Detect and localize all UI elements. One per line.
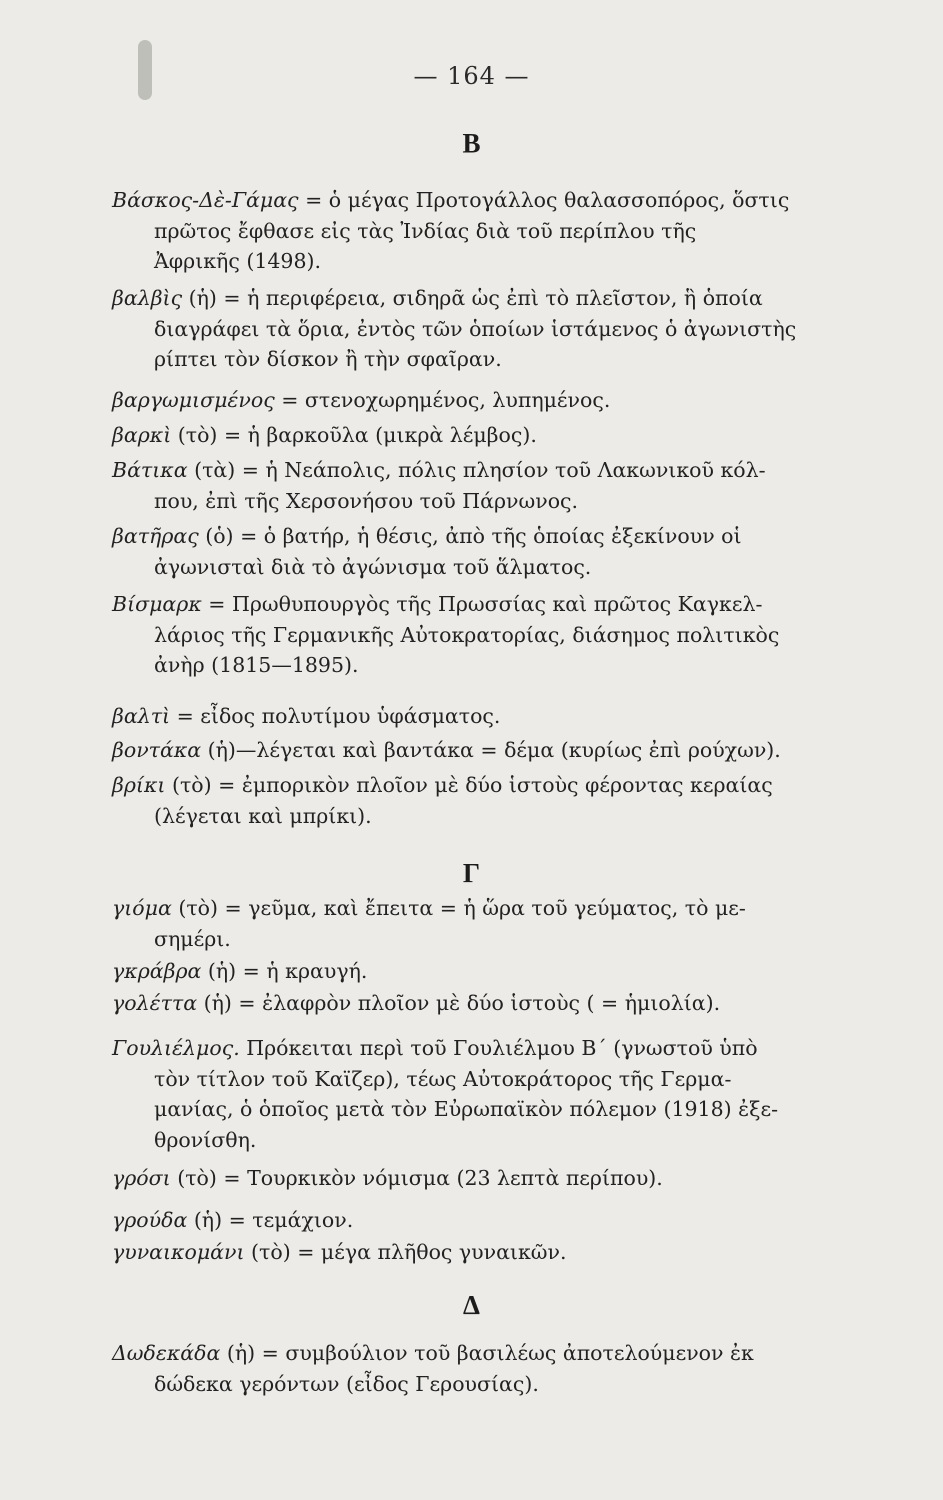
- entry-line: [112, 956, 882, 987]
- definition-text: πρῶτος ἔφθασε εἰς τὰς Ἰνδίας διὰ τοῦ περίπλου τῆς: [154, 218, 697, 243]
- entry-line: [112, 893, 882, 924]
- definition-text: (τὰ) = ἡ Νεάπολις, πόλις πλησίον τοῦ Λακωνικοῦ κόλ-: [187, 458, 766, 482]
- definition-text: (λέγεται καὶ μπρίκι).: [154, 803, 372, 828]
- definition-text: (ἡ) = τεμάχιον.: [187, 1208, 354, 1232]
- glossary-entry: [112, 893, 882, 954]
- glossary-entry: [112, 521, 882, 582]
- definition-text: ρίπτει τὸν δίσκον ἢ τὴν σφαῖραν.: [154, 347, 502, 371]
- definition-text: τὸν τίτλον τοῦ Καϊζερ), τέως Αὐτοκράτορος τῆς Γερμα-: [154, 1066, 732, 1091]
- headword: βοντάκα: [112, 738, 202, 762]
- headword: γολέττα: [112, 991, 198, 1015]
- glossary-entry: [112, 455, 882, 516]
- entry-line: [112, 385, 882, 416]
- entry-line: [112, 1237, 882, 1268]
- headword: βαργωμισμένος: [112, 388, 275, 412]
- entry-line: [112, 1064, 882, 1095]
- entry-line: [112, 246, 882, 277]
- definition-text: (ἡ) = ἡ περιφέρεια, σιδηρᾶ ὡς ἐπὶ τὸ πλεῖστον, ἣ ὁποία: [182, 286, 763, 310]
- section-letter: Β: [462, 128, 481, 158]
- entry-line: [112, 455, 882, 486]
- definition-text: = ὁ μέγας Προτογάλλος θαλασσοπόρος, ὅστις: [298, 188, 790, 212]
- entry-line: [112, 620, 882, 651]
- definition-text: (ἡ) = συμβούλιον τοῦ βασιλέως ἀποτελούμενον ἐκ: [220, 1341, 754, 1365]
- glossary-entry: [112, 185, 882, 277]
- entry-line: [112, 1369, 882, 1400]
- glossary-entry: [112, 988, 882, 1019]
- entry-line: [112, 1125, 882, 1156]
- entry-line: [112, 185, 882, 216]
- entry-line: [112, 770, 882, 801]
- definition-text: ἀγωνισταὶ διὰ τὸ ἀγώνισμα τοῦ ἅλματος.: [154, 554, 592, 579]
- glossary-entry: [112, 1237, 882, 1268]
- definition-text: που, ἐπὶ τῆς Χερσονήσου τοῦ Πάρνωνος.: [154, 488, 579, 513]
- glossary-entry: [112, 1338, 882, 1399]
- definition-text: (τὸ) = μέγα πλῆθος γυναικῶν.: [244, 1240, 567, 1264]
- glossary-entry: [112, 956, 882, 987]
- headword: γρόσι: [112, 1166, 171, 1190]
- glossary-entry: [112, 770, 882, 831]
- definition-text: (ἡ) = ἡ κραυγή.: [201, 959, 368, 983]
- entry-line: [112, 589, 882, 620]
- headword: βαρκὶ: [112, 423, 172, 447]
- entry-line: [112, 650, 882, 681]
- headword: Βάσκος-Δὲ-Γάμας: [112, 188, 299, 212]
- entry-line: [112, 801, 882, 832]
- definition-text: Πρόκειται περὶ τοῦ Γουλιέλμου Β΄ (γνωστοῦ ὑπὸ: [239, 1036, 758, 1060]
- glossary-entry: [112, 701, 882, 732]
- headword: βαλτὶ: [112, 704, 171, 728]
- entry-line: [112, 420, 882, 451]
- headword: βατῆρας: [112, 524, 199, 548]
- entry-line: [112, 552, 882, 583]
- headword: Δωδεκάδα: [112, 1341, 221, 1365]
- entry-line: [112, 314, 882, 345]
- page-number: — 164 —: [413, 62, 530, 90]
- glossary-entry: [112, 735, 882, 766]
- entry-line: [112, 1033, 882, 1064]
- glossary-entry: [112, 283, 882, 375]
- entry-line: [112, 521, 882, 552]
- glossary-entry: [112, 1205, 882, 1236]
- headword: γυναικομάνι: [112, 1240, 245, 1264]
- glossary-entry: [112, 1033, 882, 1155]
- glossary-entry: [112, 1163, 882, 1194]
- headword: γρούδα: [112, 1208, 188, 1232]
- entry-line: [112, 1338, 882, 1369]
- definition-text: = εἶδος πολυτίμου ὑφάσματος.: [170, 704, 501, 728]
- definition-text: ἀνὴρ (1815—1895).: [154, 653, 359, 677]
- definition-text: δώδεκα γερόντων (εἶδος Γερουσίας).: [154, 1371, 539, 1396]
- entry-line: [112, 486, 882, 517]
- entry-line: [112, 283, 882, 314]
- definition-text: σημέρι.: [154, 926, 231, 951]
- headword: Βάτικα: [112, 458, 188, 482]
- definition-text: = Πρωθυπουργὸς τῆς Πρωσσίας καὶ πρῶτος Καγκελ-: [201, 592, 763, 616]
- definition-text: (τὸ) = ἐμπορικὸν πλοῖον μὲ δύο ἱστοὺς φέροντας κεραίας: [165, 773, 773, 797]
- definition-text: (ἡ)—λέγεται καὶ βαντάκα = δέμα (κυρίως ἐπὶ ρούχων).: [201, 738, 781, 762]
- entry-line: [112, 988, 882, 1019]
- definition-text: (τὸ) = γεῦμα, καὶ ἔπειτα = ἡ ὥρα τοῦ γεύματος, τὸ με-: [171, 896, 746, 920]
- definition-text: λάριος τῆς Γερμανικῆς Αὐτοκρατορίας, διάσημος πολιτικὸς: [154, 622, 780, 647]
- entry-line: [112, 924, 882, 955]
- headword: γκράβρα: [112, 959, 202, 983]
- definition-text: Ἀφρικῆς (1498).: [154, 249, 322, 273]
- entry-line: [112, 344, 882, 375]
- entry-line: [112, 1163, 882, 1194]
- definition-text: = στενοχωρημένος, λυπημένος.: [274, 388, 611, 412]
- section-letter: Γ: [462, 858, 481, 888]
- headword: Γουλιέλμος.: [112, 1036, 240, 1060]
- definition-text: θρονίσθη.: [154, 1127, 257, 1152]
- glossary-entry: [112, 385, 882, 416]
- definition-text: διαγράφει τὰ ὅρια, ἐντὸς τῶν ὁποίων ἱστάμενος ὁ ἀγωνιστὴς: [154, 316, 797, 341]
- section-letter: Δ: [463, 1290, 480, 1320]
- definition-text: μανίας, ὁ ὁποῖος μετὰ τὸν Εὐρωπαϊκὸν πόλεμον (1918) ἐξε-: [154, 1097, 778, 1121]
- definition-text: (τὸ) = ἡ βαρκοῦλα (μικρὰ λέμβος).: [171, 423, 537, 447]
- headword: βρίκι: [112, 773, 166, 797]
- definition-text: (ὁ) = ὁ βατήρ, ἡ θέσις, ἀπὸ τῆς ὁποίας ἐξεκίνουν οἱ: [198, 524, 742, 548]
- headword: βαλβὶς: [112, 286, 183, 310]
- headword: Βίσμαρκ: [112, 592, 202, 616]
- definition-text: (ἡ) = ἐλαφρὸν πλοῖον μὲ δύο ἱστοὺς ( = ἡμιολία).: [197, 991, 721, 1015]
- entry-line: [112, 735, 882, 766]
- definition-text: (τὸ) = Τουρκικὸν νόμισμα (23 λεπτὰ περίπου).: [170, 1166, 663, 1190]
- headword: γιόμα: [112, 896, 172, 920]
- entry-line: [112, 701, 882, 732]
- glossary-entry: [112, 420, 882, 451]
- entry-line: [112, 1094, 882, 1125]
- entry-line: [112, 1205, 882, 1236]
- glossary-entry: [112, 589, 882, 681]
- entry-line: [112, 216, 882, 247]
